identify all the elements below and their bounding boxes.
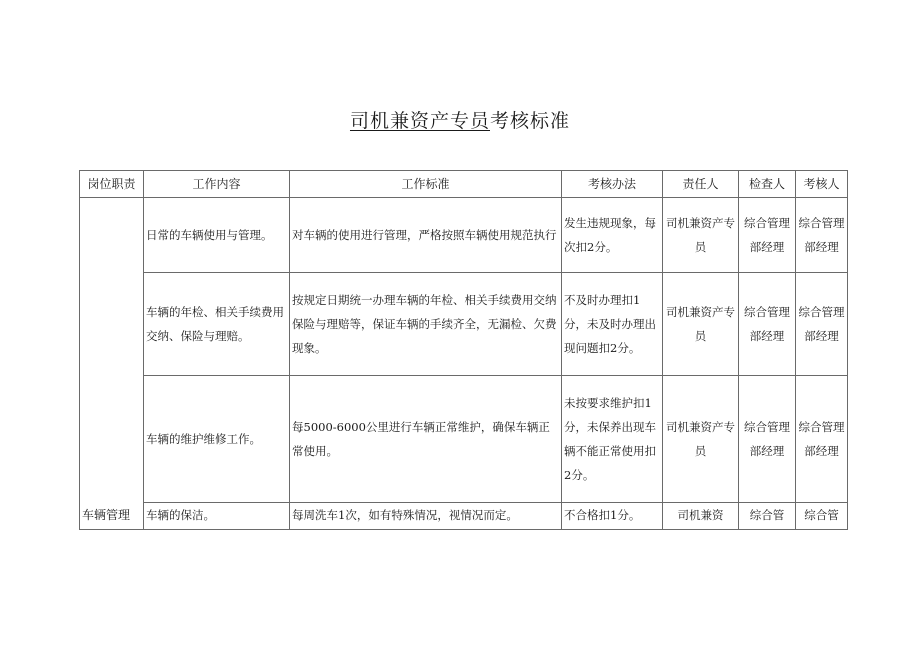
- cell-responsible: 司机兼资产专员: [663, 273, 739, 376]
- cell-responsible: 司机兼资产专员: [663, 376, 739, 503]
- cell-checker: 综合管理部经理: [739, 198, 796, 273]
- header-checker: 检查人: [739, 171, 796, 198]
- cell-assessor: 综合管理部经理: [796, 273, 848, 376]
- header-responsible: 责任人: [663, 171, 739, 198]
- header-standard: 工作标准: [290, 171, 562, 198]
- role-cell: 车辆管理: [80, 198, 144, 530]
- table-row: [80, 273, 848, 376]
- page-title: [0, 106, 920, 133]
- header-assessor: 考核人: [796, 171, 848, 198]
- cell-checker: 综合管: [739, 503, 796, 530]
- cell-assessor: 综合管理部经理: [796, 376, 848, 503]
- cell-method: 不及时办理扣1分，未及时办理出现问题扣2分。: [562, 273, 663, 376]
- table-row: [80, 503, 848, 530]
- cell-assessor: 综合管: [796, 503, 848, 530]
- cell-content: 车辆的维护维修工作。: [144, 376, 290, 503]
- header-content: 工作内容: [144, 171, 290, 198]
- cell-method: 未按要求维护扣1分，未保养出现车辆不能正常使用扣2分。: [562, 376, 663, 503]
- cell-standard: 对车辆的使用进行管理，严格按照车辆使用规范执行: [290, 198, 562, 273]
- cell-method: 发生违规现象，每次扣2分。: [562, 198, 663, 273]
- cell-responsible: 司机兼资: [663, 503, 739, 530]
- cell-checker: 综合管理部经理: [739, 273, 796, 376]
- cell-standard: 按规定日期统一办理车辆的年检、相关手续费用交纳保险与理赔等，保证车辆的手续齐全，无漏检、欠费现象。: [290, 273, 562, 376]
- cell-checker: 综合管理部经理: [739, 376, 796, 503]
- title-rest-part: 考核标准: [490, 110, 571, 132]
- cell-standard: 每周洗车1次，如有特殊情况，视情况而定。: [290, 503, 562, 530]
- cell-assessor: 综合管理部经理: [796, 198, 848, 273]
- header-method: 考核办法: [562, 171, 663, 198]
- title-underlined-part: 司机兼资产专员: [349, 110, 490, 132]
- cell-content: 日常的车辆使用与管理。: [144, 198, 290, 273]
- cell-method: 不合格扣1分。: [562, 503, 663, 530]
- cell-content: 车辆的保洁。: [144, 503, 290, 530]
- table-row: [80, 198, 848, 273]
- header-role: 岗位职责: [80, 171, 144, 198]
- cell-content: 车辆的年检、相关手续费用交纳、保险与理赔。: [144, 273, 290, 376]
- table-row: [80, 376, 848, 503]
- assessment-table: [79, 170, 848, 530]
- cell-responsible: 司机兼资产专员: [663, 198, 739, 273]
- cell-standard: 每5000-6000公里进行车辆正常维护，确保车辆正常使用。: [290, 376, 562, 503]
- table-header-row: [80, 171, 848, 198]
